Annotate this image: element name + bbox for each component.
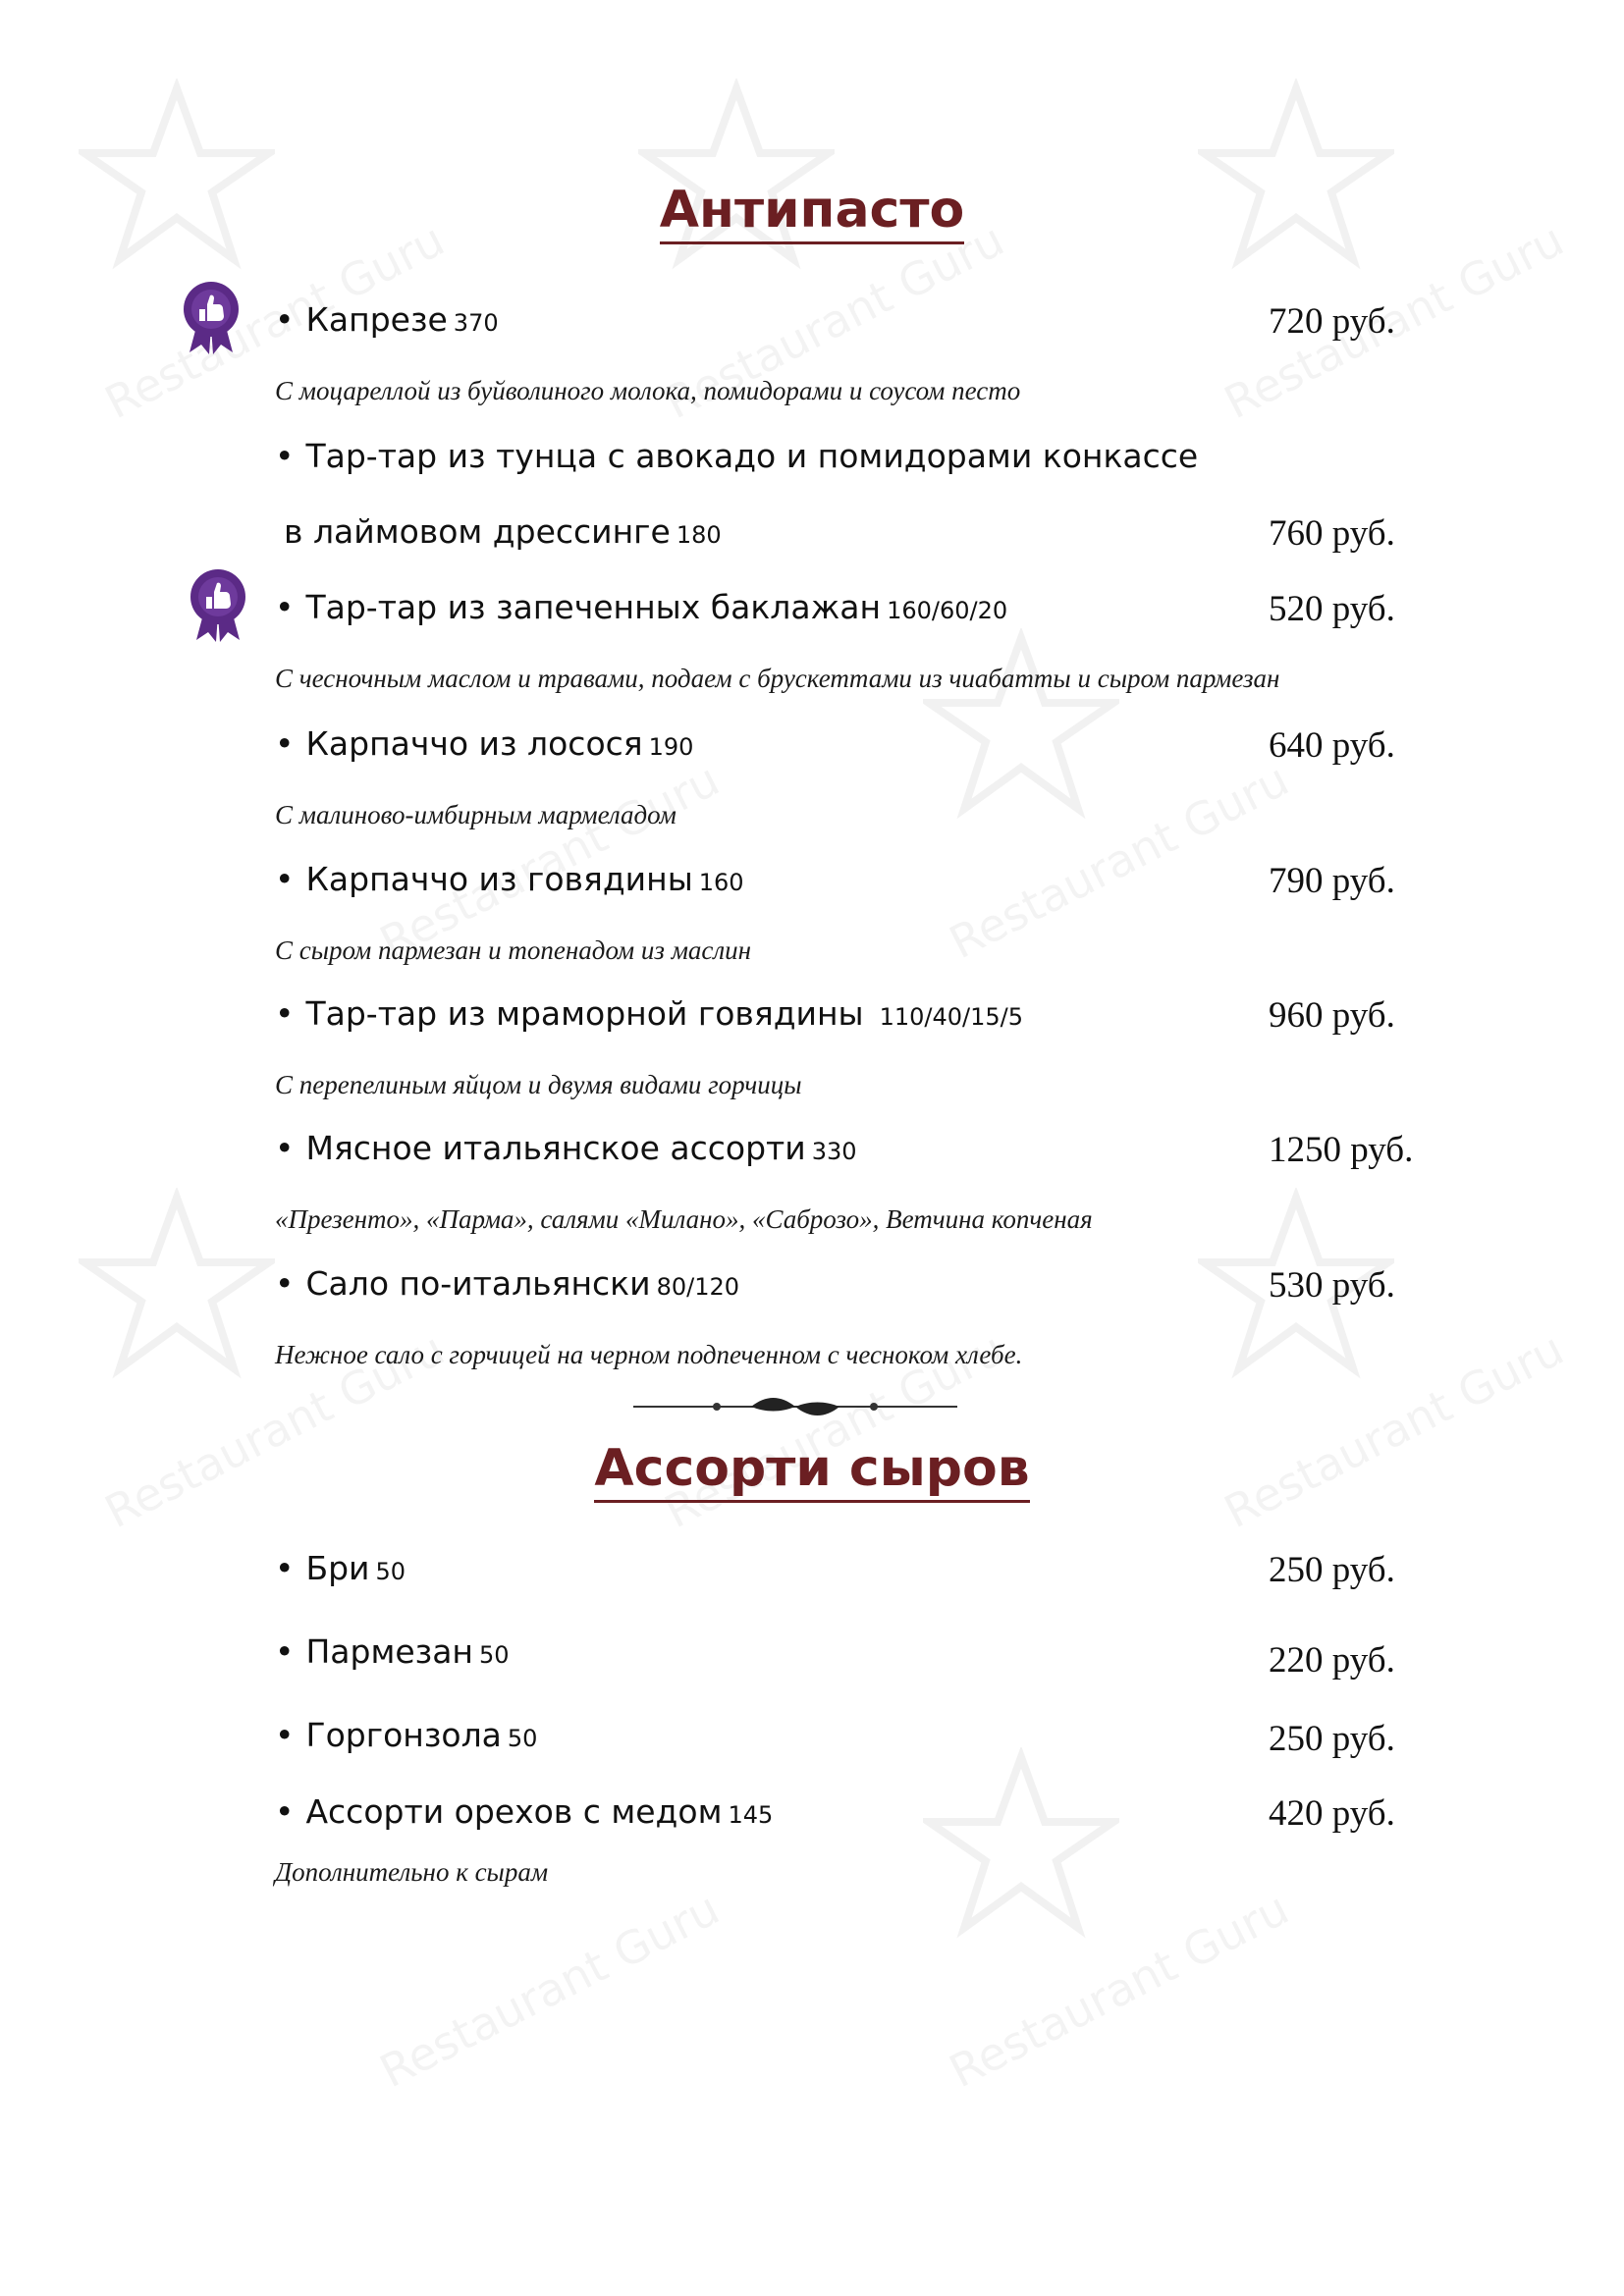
watermark-star-fork-icon: [638, 79, 835, 275]
price: 420 руб.: [1269, 1793, 1395, 1834]
item-description: С малиново-имбирным мармеладом: [275, 800, 677, 829]
watermark-star-fork-icon: [79, 79, 275, 275]
menu-item-gorgonzola: • Горгонзола 50: [275, 1716, 538, 1754]
watermark-star-fork-icon: [923, 628, 1119, 825]
watermark: [371, 1882, 727, 2098]
watermark-star-fork-icon: [1198, 79, 1394, 275]
price: 220 руб.: [1269, 1640, 1395, 1681]
item-description: С чесночным маслом и травами, подаем с брускеттами из чиабатты и сыром пармезан: [275, 664, 1280, 693]
menu-item-tuna-tartare: • Тар-тар из тунца с авокадо и помидорами конкассе: [275, 437, 1199, 475]
menu-item-nuts-with-honey: • Ассорти орехов с медом 145: [275, 1792, 774, 1831]
recommended-badge-icon: [187, 567, 249, 644]
price: 530 руб.: [1269, 1265, 1395, 1306]
menu-item-italian-meat-platter: • Мясное итальянское ассорти 330: [275, 1129, 857, 1167]
section-title-antipasto: Антипасто: [0, 181, 1624, 240]
price: 1250 руб.: [1269, 1130, 1414, 1170]
price: 790 руб.: [1269, 861, 1395, 901]
item-description: Нежное сало с горчицей на черном подпеченном с чесноком хлебе.: [275, 1340, 1023, 1369]
price: 250 руб.: [1269, 1719, 1395, 1759]
price: 960 руб.: [1269, 995, 1395, 1036]
menu-item-marbled-beef-tartare: • Тар-тар из мраморной говядины 110/40/15/5: [275, 994, 1024, 1033]
ornamental-divider-icon: [633, 1392, 957, 1421]
menu-item-caprese: • Капрезе 370: [275, 300, 499, 339]
menu-item-italian-lard: • Сало по-итальянски 80/120: [275, 1264, 739, 1303]
watermark-star-fork-icon: [79, 1188, 275, 1384]
item-description: «Презенто», «Парма», салями «Милано», «Саброзо», Ветчина копченая: [275, 1204, 1093, 1234]
section-title-cheese: Ассорти сыров: [0, 1439, 1624, 1498]
watermark-star-fork-icon: [923, 1747, 1119, 1944]
price: 760 руб.: [1269, 513, 1395, 554]
item-description: С моцареллой из буйволиного молока, помидорами и соусом песто: [275, 376, 1021, 405]
item-description: Дополнительно к сырам: [275, 1857, 549, 1887]
item-description: С перепелиным яйцом и двумя видами горчицы: [275, 1070, 802, 1099]
menu-item-eggplant-tartare: • Тар-тар из запеченных баклажан 160/60/20: [275, 588, 1008, 626]
price: 520 руб.: [1269, 589, 1395, 629]
price: 640 руб.: [1269, 725, 1395, 766]
menu-item-parmesan: • Пармезан 50: [275, 1632, 510, 1671]
price: 250 руб.: [1269, 1550, 1395, 1590]
menu-item-brie: • Бри 50: [275, 1549, 406, 1587]
menu-item-tuna-tartare-line2: в лаймовом дрессинге 180: [284, 512, 722, 551]
menu-item-beef-carpaccio: • Карпаччо из говядины 160: [275, 860, 744, 898]
menu-item-salmon-carpaccio: • Карпаччо из лосося 190: [275, 724, 694, 763]
price: 720 руб.: [1269, 301, 1395, 342]
item-description: С сыром пармезан и топенадом из маслин: [275, 935, 752, 965]
recommended-badge-icon: [180, 280, 243, 356]
